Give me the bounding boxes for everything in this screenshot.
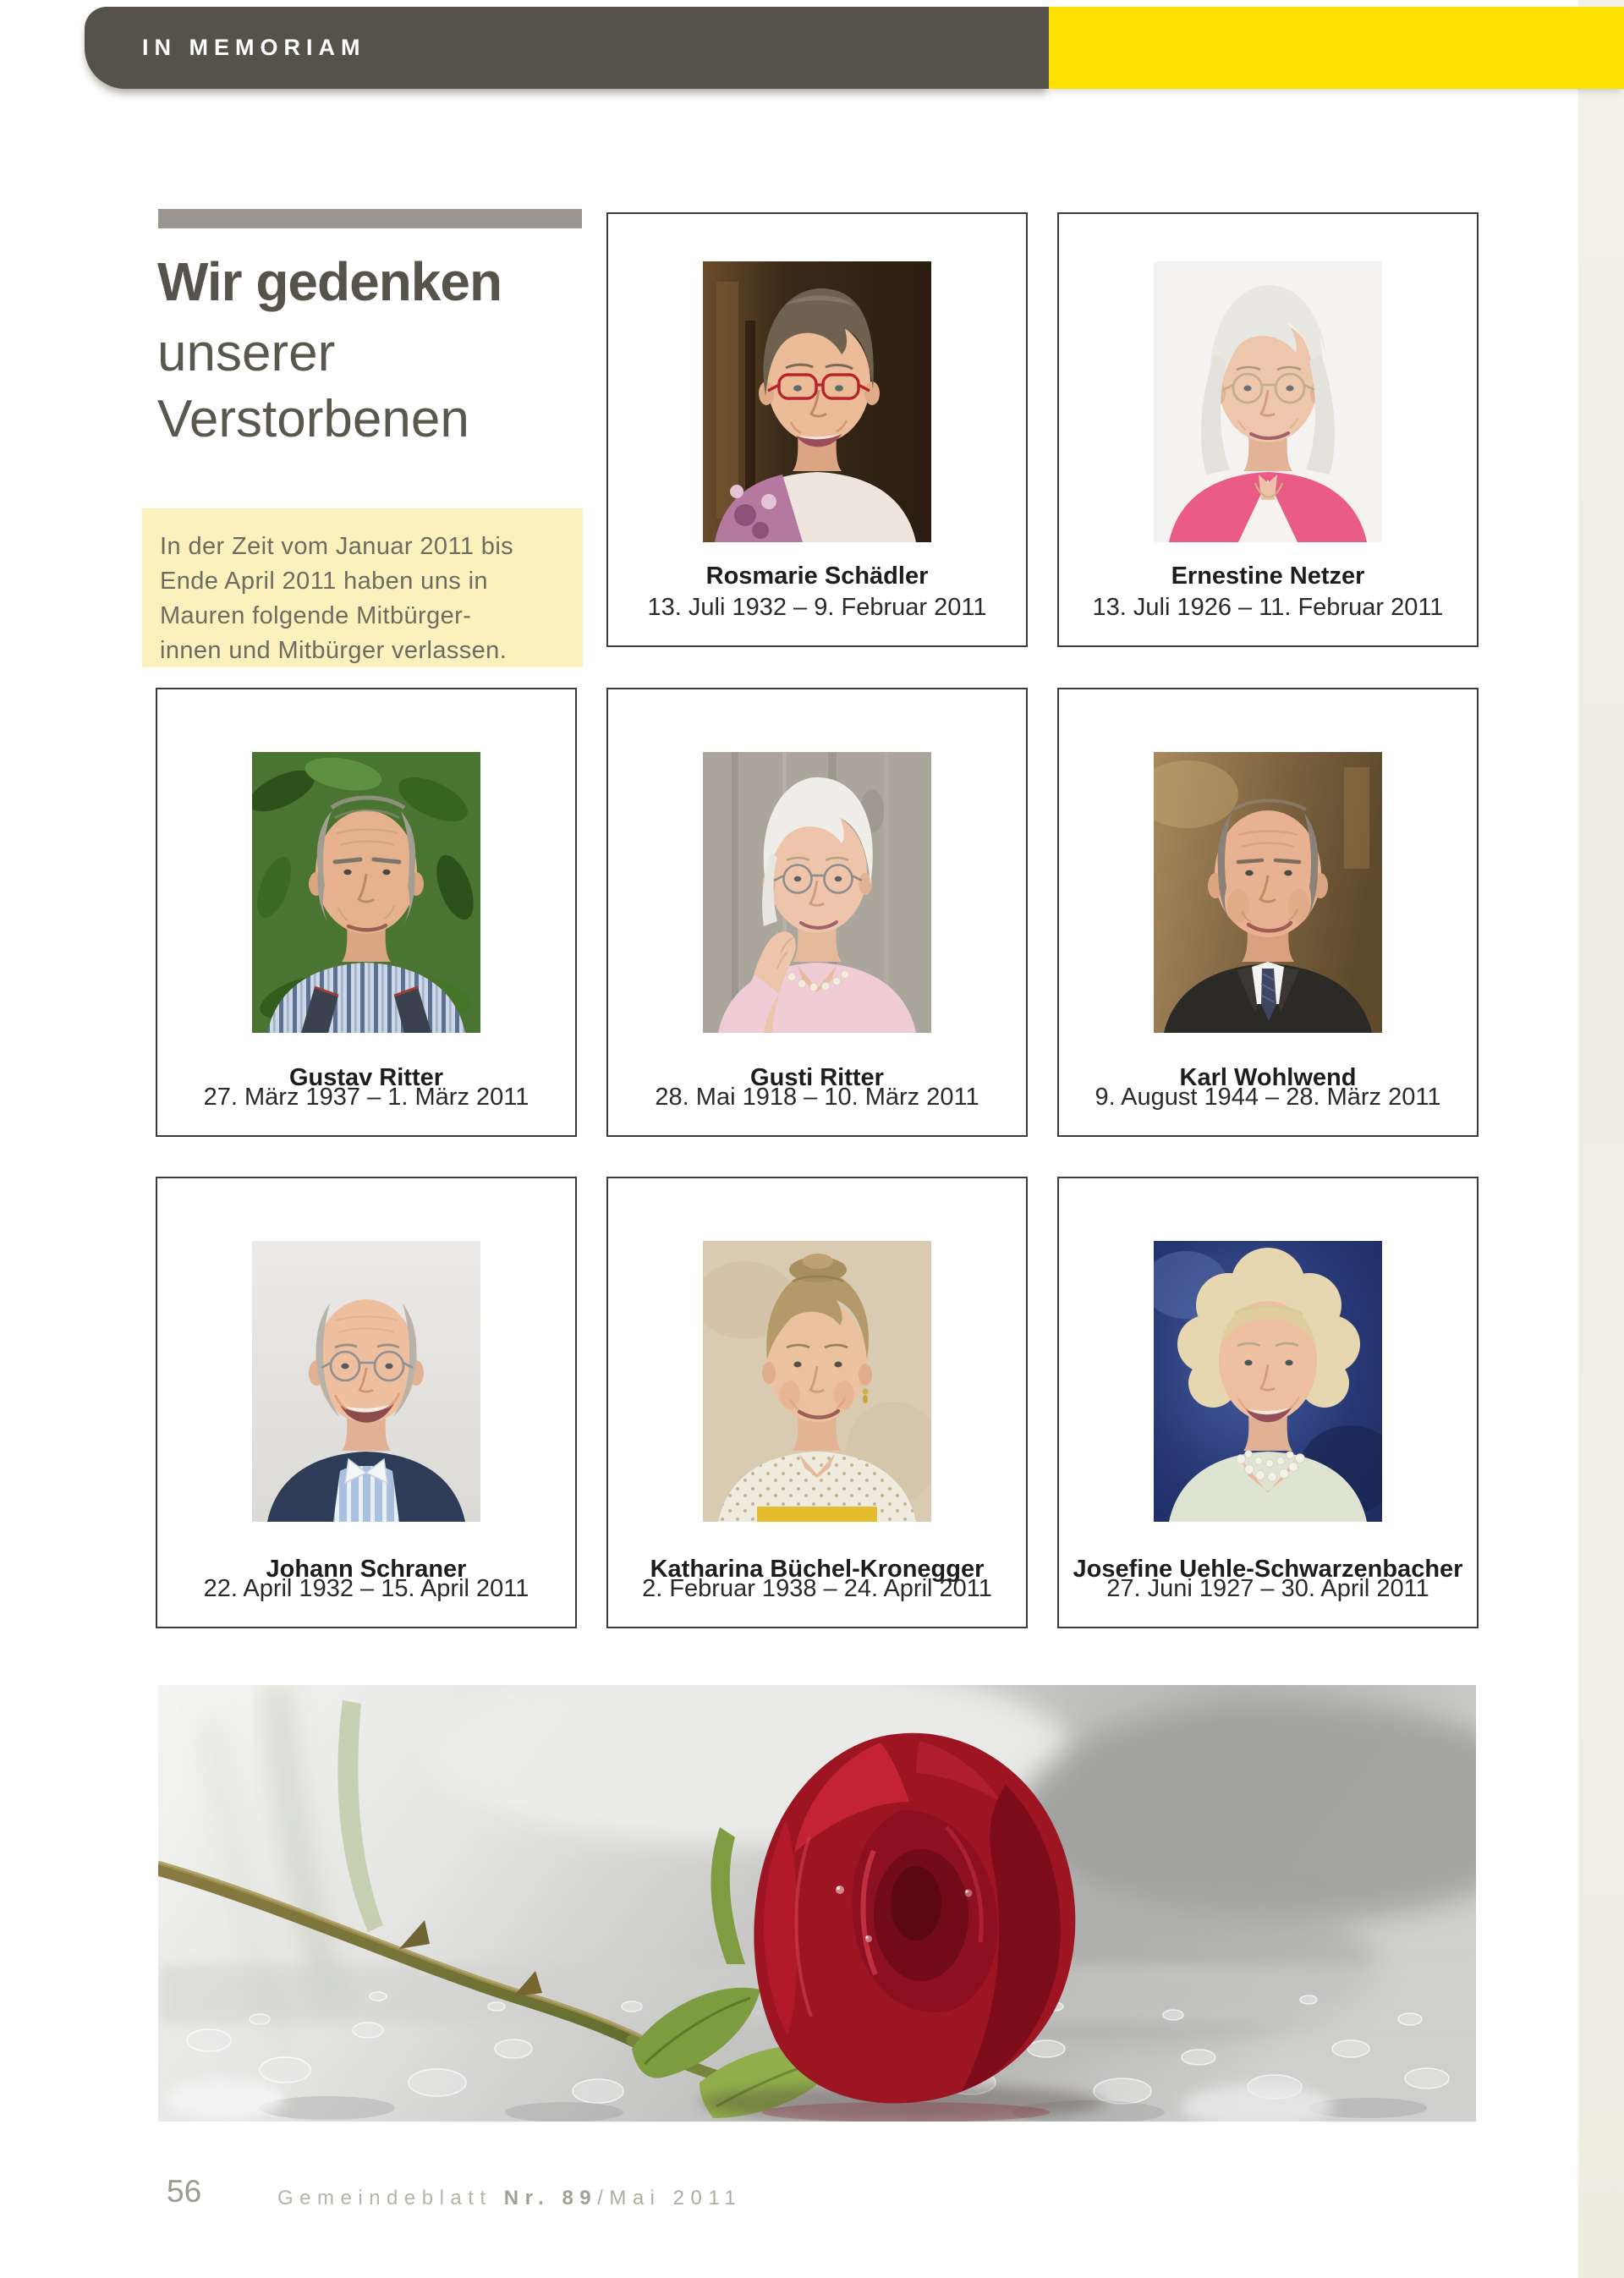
rose-photo	[158, 1685, 1476, 2122]
intro-line-2: Ende April 2011 haben uns in	[160, 568, 488, 595]
section-title-line2: unserer	[157, 324, 336, 382]
person-dates: 27. März 1937 – 1. März 2011	[203, 1084, 529, 1111]
intro-line-3: Mauren folgende Mitbürger-	[160, 602, 472, 629]
intro-box	[142, 508, 583, 667]
person-name: Katharina Büchel-Kronegger	[650, 1556, 985, 1583]
journal-name: Gemeindeblatt	[277, 2187, 492, 2209]
person-dates: 2. Februar 1938 – 24. April 2011	[642, 1575, 992, 1602]
section-title-line3: Verstorbenen	[157, 390, 469, 448]
memorial-card-karl-wohlwend	[1057, 688, 1479, 1137]
memorial-card-gustav-ritter	[156, 688, 577, 1137]
page-number: 56	[167, 2174, 202, 2209]
portrait-photo	[1154, 261, 1382, 542]
paper-texture-strip	[1578, 0, 1624, 2278]
header-bar	[85, 7, 1049, 89]
person-name: Gusti Ritter	[750, 1064, 884, 1091]
journal-issue: Nr. 89	[503, 2187, 598, 2209]
portrait-photo	[703, 261, 931, 542]
header-title: IN MEMORIAM	[142, 35, 366, 60]
intro-line-4: innen und Mitbürger verlassen.	[160, 637, 508, 664]
memorial-card-josefine-uehle-schwarzenbacher	[1057, 1177, 1479, 1628]
portrait-photo	[703, 752, 931, 1033]
person-dates: 28. Mai 1918 – 10. März 2011	[655, 1084, 979, 1111]
person-name: Ernestine Netzer	[1171, 563, 1365, 590]
footer-journal-line	[277, 2187, 742, 2210]
portrait-photo	[252, 752, 480, 1033]
intro-line-1: In der Zeit vom Januar 2011 bis	[160, 533, 514, 560]
person-name: Gustav Ritter	[288, 1064, 444, 1091]
memorial-card-johann-schraner	[156, 1177, 577, 1628]
portrait-photo	[252, 1241, 480, 1522]
memorial-card-rosmarie-schaedler	[606, 212, 1028, 647]
person-name: Karl Wohlwend	[1179, 1064, 1357, 1091]
portrait-photo	[1154, 1241, 1382, 1522]
accent-block	[1049, 7, 1624, 89]
person-name: Josefine Uehle-Schwarzenbacher	[1073, 1556, 1463, 1583]
portrait-photo	[703, 1241, 931, 1522]
person-dates: 13. Juli 1932 – 9. Februar 2011	[647, 594, 987, 621]
person-dates: 22. April 1932 – 15. April 2011	[203, 1575, 529, 1602]
person-dates: 9. August 1944 – 28. März 2011	[1095, 1084, 1441, 1111]
section-title-bold: Wir gedenken	[157, 251, 502, 312]
memorial-card-gusti-ritter	[606, 688, 1028, 1137]
person-name: Johann Schraner	[266, 1556, 467, 1583]
person-dates: 13. Juli 1926 – 11. Februar 2011	[1092, 594, 1444, 621]
portrait-photo	[1154, 752, 1382, 1033]
person-name: Rosmarie Schädler	[705, 563, 929, 590]
person-dates: 27. Juni 1927 – 30. April 2011	[1106, 1575, 1429, 1602]
journal-issue-date: /Mai 2011	[597, 2187, 743, 2209]
memorial-card-katharina-buechel-kronegger	[606, 1177, 1028, 1628]
memorial-card-ernestine-netzer	[1057, 212, 1479, 647]
section-title-rule	[158, 209, 582, 228]
